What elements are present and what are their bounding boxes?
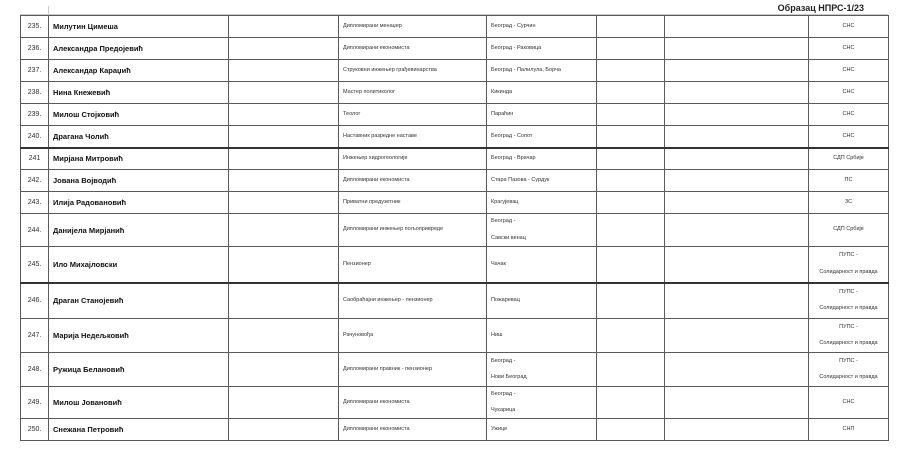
party-cell <box>809 104 889 126</box>
empty-cell <box>597 82 665 104</box>
row-number: 243. <box>21 192 49 214</box>
empty-cell <box>597 247 665 283</box>
occupation-line: Дипломирани економиста <box>343 176 410 183</box>
table-row <box>21 104 889 126</box>
empty-cell <box>597 214 665 247</box>
party-line: СНС <box>842 398 855 405</box>
empty-cell <box>597 16 665 38</box>
place-line: Савски венац <box>491 234 526 241</box>
party-line: Солидарност и правда <box>819 374 878 380</box>
empty-cell <box>229 192 339 214</box>
place-line: Београд - Палилула, Борча <box>491 66 561 73</box>
residence-cell <box>487 319 597 353</box>
residence-cell <box>487 104 597 126</box>
occupation-cell <box>339 82 487 104</box>
place-line: Параћин <box>491 110 514 117</box>
party-cell <box>809 126 889 148</box>
party-line: СНС <box>842 88 855 95</box>
empty-cell <box>229 38 339 60</box>
residence-cell <box>487 170 597 192</box>
residence-cell <box>487 38 597 60</box>
occupation-cell <box>339 353 487 387</box>
candidate-name: Илија Радовановић <box>49 192 229 214</box>
candidate-name: Милош Стојковић <box>49 104 229 126</box>
empty-cell <box>665 16 809 38</box>
occupation-cell <box>339 16 487 38</box>
empty-cell <box>597 104 665 126</box>
party-line: СНС <box>842 132 855 139</box>
occupation-cell <box>339 419 487 441</box>
row-number: 244. <box>21 214 49 247</box>
row-number: 235. <box>21 16 49 38</box>
place-line: Београд - Сурчин <box>491 22 536 29</box>
residence-cell <box>487 126 597 148</box>
empty-cell <box>665 192 809 214</box>
empty-cell <box>665 126 809 148</box>
empty-cell <box>665 283 809 319</box>
party-cell <box>809 353 889 387</box>
empty-cell <box>229 170 339 192</box>
occupation-cell <box>339 214 487 247</box>
occupation-cell <box>339 60 487 82</box>
row-number: 239. <box>21 104 49 126</box>
residence-cell <box>487 419 597 441</box>
empty-cell <box>597 148 665 170</box>
empty-cell <box>229 353 339 387</box>
residence-cell <box>487 16 597 38</box>
place-line: Чукарица <box>491 407 516 413</box>
empty-cell <box>597 319 665 353</box>
place-line: Ужице <box>491 425 508 432</box>
empty-cell <box>229 126 339 148</box>
empty-cell <box>665 38 809 60</box>
empty-cell <box>665 82 809 104</box>
row-number: 250. <box>21 419 49 441</box>
party-line: СНС <box>842 66 855 73</box>
candidate-name: Јована Војводић <box>49 170 229 192</box>
residence-cell <box>487 82 597 104</box>
party-line: СДП Србије <box>833 155 864 161</box>
party-line: ЗС <box>844 198 853 205</box>
place-line: Београд - Сопот <box>491 132 533 139</box>
residence-cell <box>487 247 597 283</box>
place-line: Београд - <box>491 218 516 224</box>
occupation-line: Дипломирани менаџер <box>343 22 402 29</box>
occupation-line: Рачуновођа <box>343 331 374 338</box>
empty-cell <box>665 387 809 419</box>
party-cell <box>809 148 889 170</box>
occupation-line: Дипломирани економиста <box>343 398 410 405</box>
party-line: Солидарност и правда <box>819 305 878 312</box>
row-number: 242. <box>21 170 49 192</box>
residence-cell <box>487 148 597 170</box>
table-row <box>21 82 889 104</box>
party-line: ПУПС - <box>839 288 858 295</box>
empty-cell <box>597 38 665 60</box>
empty-cell <box>665 148 809 170</box>
candidate-name: Ружица Белановић <box>49 353 229 387</box>
empty-cell <box>229 16 339 38</box>
party-cell <box>809 419 889 441</box>
table-row <box>21 419 889 441</box>
empty-cell <box>229 247 339 283</box>
party-cell <box>809 82 889 104</box>
occupation-line: Мастер политиколог <box>343 88 396 95</box>
table-row <box>21 192 889 214</box>
party-line: СНС <box>842 44 855 51</box>
occupation-cell <box>339 283 487 319</box>
candidate-name: Александра Предојевић <box>49 38 229 60</box>
empty-cell <box>597 192 665 214</box>
occupation-line: Саобраћајни инжењер - пензионер <box>343 297 433 303</box>
place-line: Кикинда <box>491 88 513 95</box>
table-row <box>21 170 889 192</box>
candidate-table <box>20 15 889 441</box>
row-number: 238. <box>21 82 49 104</box>
party-line: СДП Србије <box>833 226 864 233</box>
table-row <box>21 148 889 170</box>
party-line: Солидарност и правда <box>819 340 878 346</box>
row-number: 245. <box>21 247 49 283</box>
party-cell <box>809 387 889 419</box>
residence-cell <box>487 214 597 247</box>
row-number: 246. <box>21 283 49 319</box>
empty-cell <box>229 387 339 419</box>
occupation-cell <box>339 148 487 170</box>
place-line: Нови Београд <box>491 374 527 380</box>
table-row <box>21 60 889 82</box>
table-row <box>21 247 889 283</box>
candidate-name: Милутин Цимеша <box>49 16 229 38</box>
candidate-name: Снежана Петровић <box>49 419 229 441</box>
occupation-cell <box>339 319 487 353</box>
empty-cell <box>597 60 665 82</box>
table-row <box>21 16 889 38</box>
header-rule-tick <box>48 6 49 15</box>
occupation-line: Теолог <box>343 110 361 117</box>
candidate-name: Драган Станојевић <box>49 283 229 319</box>
table-row <box>21 353 889 387</box>
table-row <box>21 387 889 419</box>
empty-cell <box>665 353 809 387</box>
party-cell <box>809 170 889 192</box>
empty-cell <box>229 104 339 126</box>
occupation-line: Дипломирани инжењер пољопривреде <box>343 226 444 233</box>
residence-cell <box>487 387 597 419</box>
candidate-name: Данијела Мирјанић <box>49 214 229 247</box>
empty-cell <box>665 60 809 82</box>
place-line: Београд - Раковица <box>491 44 542 51</box>
table-row <box>21 319 889 353</box>
row-number: 241 <box>21 148 49 170</box>
table-row <box>21 126 889 148</box>
place-line: Крагујевац <box>491 198 519 205</box>
place-line: Београд - <box>491 390 516 397</box>
candidate-name: Нина Кнежевић <box>49 82 229 104</box>
place-line: Ниш <box>491 331 503 338</box>
candidate-table-body <box>21 16 889 441</box>
residence-cell <box>487 60 597 82</box>
table-row <box>21 283 889 319</box>
candidate-name: Марија Недељковић <box>49 319 229 353</box>
occupation-cell <box>339 247 487 283</box>
party-cell <box>809 283 889 319</box>
empty-cell <box>665 214 809 247</box>
empty-cell <box>597 419 665 441</box>
occupation-cell <box>339 192 487 214</box>
row-number: 249. <box>21 387 49 419</box>
empty-cell <box>665 247 809 283</box>
occupation-cell <box>339 170 487 192</box>
place-line: Пожаревац <box>491 297 520 303</box>
party-cell <box>809 319 889 353</box>
occupation-line: Приватни предузетник <box>343 198 401 205</box>
occupation-line: Дипломирани правник - пензионер <box>343 365 433 372</box>
empty-cell <box>229 214 339 247</box>
empty-cell <box>229 82 339 104</box>
table-row <box>21 38 889 60</box>
occupation-cell <box>339 126 487 148</box>
party-cell <box>809 60 889 82</box>
row-number: 240. <box>21 126 49 148</box>
empty-cell <box>229 319 339 353</box>
party-line: СНС <box>842 110 855 117</box>
candidate-name: Мирјана Митровић <box>49 148 229 170</box>
occupation-line: Инжењер хидрогеологије <box>343 155 408 161</box>
party-cell <box>809 214 889 247</box>
occupation-line: Струковни инжењер грађевинарства <box>343 66 437 73</box>
empty-cell <box>597 126 665 148</box>
table-row <box>21 214 889 247</box>
occupation-line: Дипломирани економиста <box>343 44 410 51</box>
party-line: ПУПС - <box>839 252 858 259</box>
empty-cell <box>597 170 665 192</box>
candidate-name: Ило Михајловски <box>49 247 229 283</box>
row-number: 236. <box>21 38 49 60</box>
place-line: Чачак <box>491 260 506 267</box>
occupation-line: Пензионер <box>343 260 371 267</box>
empty-cell <box>229 60 339 82</box>
occupation-line: Наставник разредне наставе <box>343 132 417 139</box>
party-cell <box>809 192 889 214</box>
empty-cell <box>665 170 809 192</box>
party-cell <box>809 16 889 38</box>
occupation-cell <box>339 38 487 60</box>
candidate-name: Милош Јовановић <box>49 387 229 419</box>
empty-cell <box>665 319 809 353</box>
party-line: ПС <box>844 176 853 183</box>
residence-cell <box>487 192 597 214</box>
empty-cell <box>665 104 809 126</box>
residence-cell <box>487 283 597 319</box>
form-code: Образац НПРС-1/23 <box>777 3 864 13</box>
occupation-cell <box>339 387 487 419</box>
place-line: Београд - Врачар <box>491 155 536 161</box>
occupation-line: Дипломирани економиста <box>343 425 410 432</box>
row-number: 247. <box>21 319 49 353</box>
candidate-name: Драгана Чолић <box>49 126 229 148</box>
empty-cell <box>597 283 665 319</box>
row-number: 237. <box>21 60 49 82</box>
party-line: СНП <box>842 425 855 432</box>
empty-cell <box>229 148 339 170</box>
party-line: ПУПС - <box>839 323 858 330</box>
party-line: СНС <box>842 22 855 29</box>
party-cell <box>809 38 889 60</box>
party-cell <box>809 247 889 283</box>
candidate-name: Александар Караџић <box>49 60 229 82</box>
residence-cell <box>487 353 597 387</box>
empty-cell <box>229 419 339 441</box>
empty-cell <box>597 387 665 419</box>
occupation-cell <box>339 104 487 126</box>
place-line: Стара Пазова - Сурдук <box>491 176 550 183</box>
party-line: ПУПС - <box>839 357 858 364</box>
empty-cell <box>597 353 665 387</box>
place-line: Београд - <box>491 357 516 364</box>
row-number: 248. <box>21 353 49 387</box>
party-line: Солидарност и правда <box>819 268 878 275</box>
empty-cell <box>665 419 809 441</box>
empty-cell <box>229 283 339 319</box>
